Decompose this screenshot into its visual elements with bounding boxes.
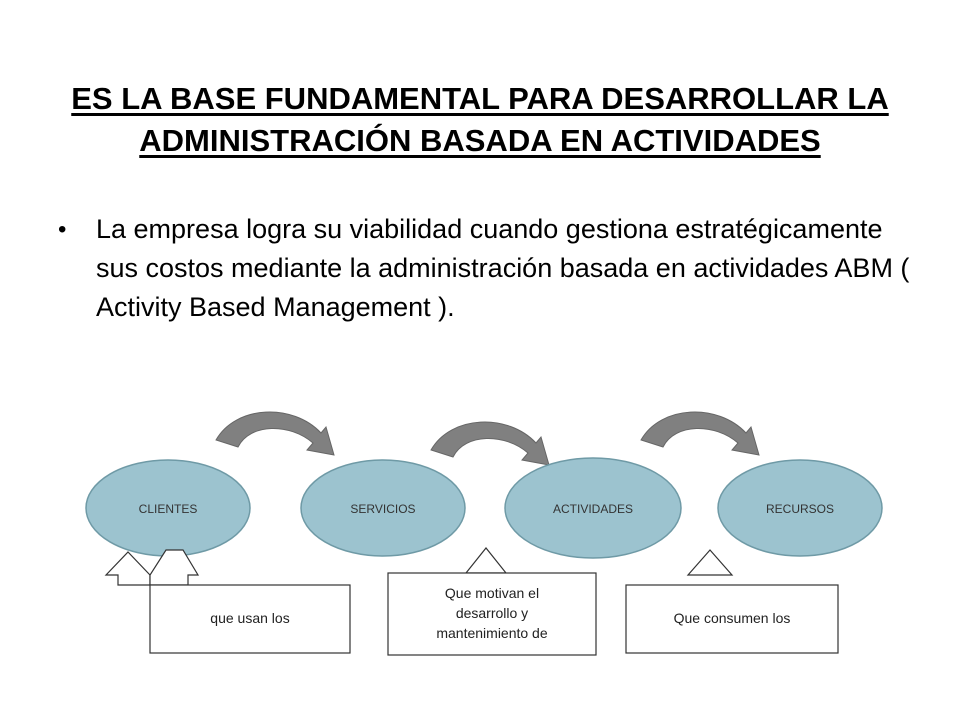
callout-3-up-arrow xyxy=(688,550,732,575)
bullet-list xyxy=(58,210,918,327)
bullet-dot-icon: • xyxy=(58,216,67,243)
callout-que-consumen-los xyxy=(626,550,838,653)
callout-2-line-2: desarrollo y xyxy=(455,605,529,621)
bullet-text: La empresa logra su viabilidad cuando gestiona estratégicamente sus costos mediante la administración basada en actividades ABM ( Activity Based Management ). xyxy=(96,214,910,322)
node-actividades xyxy=(505,458,681,558)
node-clientes xyxy=(86,460,250,556)
callout-3-text: Que consumen los xyxy=(673,610,791,626)
node-servicios-label: SERVICIOS xyxy=(350,502,416,516)
callout-2-up-arrow-left xyxy=(466,548,506,573)
callout-2-line-1: Que motivan el xyxy=(444,585,540,601)
curved-arrow-3 xyxy=(641,412,759,455)
slide-title-line-2: ADMINISTRACIÓN BASADA EN ACTIVIDADES xyxy=(139,123,821,158)
curved-arrow-2 xyxy=(431,422,549,465)
callout-que-usan-los xyxy=(106,550,350,653)
slide-title-line-1: ES LA BASE FUNDAMENTAL PARA DESARROLLAR LA xyxy=(71,81,889,116)
callout-2-line-3: mantenimiento de xyxy=(436,625,548,641)
bullet-item xyxy=(58,210,918,327)
callout-1-text: que usan los xyxy=(210,610,290,626)
callout-que-motivan xyxy=(388,548,596,655)
node-actividades-label: ACTIVIDADES xyxy=(552,502,634,516)
abm-flow-diagram xyxy=(78,405,886,660)
slide-title xyxy=(40,78,920,162)
curved-arrow-1 xyxy=(216,412,334,455)
node-recursos-label: RECURSOS xyxy=(765,502,835,516)
diagram-canvas xyxy=(78,405,886,660)
node-recursos xyxy=(718,460,882,556)
node-clientes-label: CLIENTES xyxy=(138,502,198,516)
node-servicios xyxy=(301,460,465,556)
